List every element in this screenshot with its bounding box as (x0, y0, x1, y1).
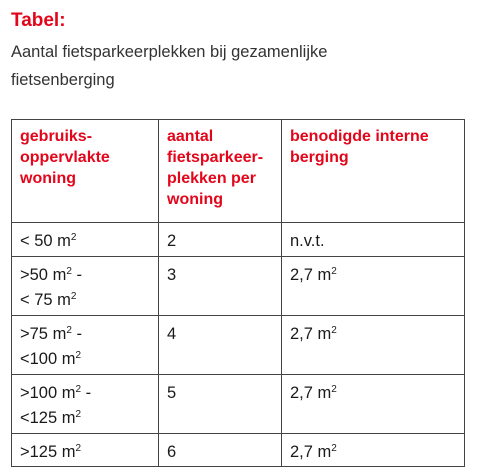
cell-line (20, 288, 158, 313)
cell-line (290, 440, 464, 465)
cell-places: 5 (159, 375, 282, 434)
superscript: 2 (331, 325, 337, 336)
superscript: 2 (70, 232, 77, 243)
superscript: 2 (75, 443, 82, 454)
cell-line (20, 440, 158, 465)
header-line: oppervlakte (20, 149, 110, 166)
cell-area (12, 223, 159, 257)
cell-places: 6 (159, 434, 282, 467)
cell-area (12, 375, 159, 434)
cell-area (12, 257, 159, 316)
cell-storage (282, 316, 465, 375)
header-line: fietsparkeer- (167, 149, 264, 166)
cell-text: < 50 m (20, 232, 71, 250)
table-row (12, 316, 465, 375)
cell-line (20, 263, 158, 288)
cell-line (290, 229, 464, 254)
cell-storage (282, 223, 465, 257)
header-line: plekken per (167, 170, 256, 187)
cell-places: 3 (159, 257, 282, 316)
header-parking-places (159, 120, 282, 223)
cell-text: >75 m (20, 325, 67, 343)
superscript: 2 (70, 291, 77, 302)
cell-line (20, 322, 158, 347)
bike-parking-table (11, 119, 465, 467)
header-line: woning (20, 170, 76, 187)
superscript: 2 (331, 384, 337, 395)
table-title: Tabel: (11, 10, 66, 31)
table-row (12, 375, 465, 434)
superscript: 2 (66, 266, 72, 277)
cell-area (12, 316, 159, 375)
superscript: 2 (331, 266, 337, 277)
header-line: gebruiks- (20, 128, 93, 145)
table-subtitle: Aantal fietsparkeerplekken bij gezamenlijke fietsenberging (11, 43, 328, 89)
cell-line (20, 229, 158, 254)
table-row (12, 257, 465, 316)
cell-text: 2,7 m (290, 384, 332, 402)
cell-text: < 75 m (20, 291, 71, 309)
cell-area (12, 434, 159, 467)
superscript: 2 (66, 325, 72, 336)
cell-text: - (71, 325, 82, 343)
superscript: 2 (331, 443, 337, 454)
table-header-row (12, 120, 465, 223)
cell-text: >50 m (20, 266, 67, 284)
cell-text: - (71, 266, 82, 284)
cell-storage (282, 257, 465, 316)
cell-places: 2 (159, 223, 282, 257)
cell-line (290, 381, 464, 406)
cell-line (20, 406, 158, 431)
header-usable-area (12, 120, 159, 223)
cell-text: 2,7 m (290, 443, 332, 461)
cell-line (20, 347, 158, 372)
table-row (12, 223, 465, 257)
cell-text: <125 m (20, 409, 76, 427)
cell-text: 2,7 m (290, 325, 332, 343)
cell-text: - (81, 384, 92, 402)
cell-line (290, 322, 464, 347)
cell-line (20, 381, 158, 406)
header-line: woning (167, 191, 223, 208)
cell-line (290, 263, 464, 288)
cell-text: <100 m (20, 350, 76, 368)
header-internal-storage (282, 120, 465, 223)
cell-storage (282, 375, 465, 434)
cell-storage (282, 434, 465, 467)
header-line: benodigde interne (290, 128, 429, 145)
cell-places: 4 (159, 316, 282, 375)
cell-text: >125 m (20, 443, 76, 461)
cell-text: >100 m (20, 384, 76, 402)
header-line: berging (290, 149, 349, 166)
table-row (12, 434, 465, 467)
header-line: aantal (167, 128, 214, 145)
cell-text: 2,7 m (290, 266, 332, 284)
superscript: 2 (75, 350, 82, 361)
superscript: 2 (75, 384, 82, 395)
cell-text: n.v.t. (290, 232, 325, 250)
superscript: 2 (75, 409, 82, 420)
